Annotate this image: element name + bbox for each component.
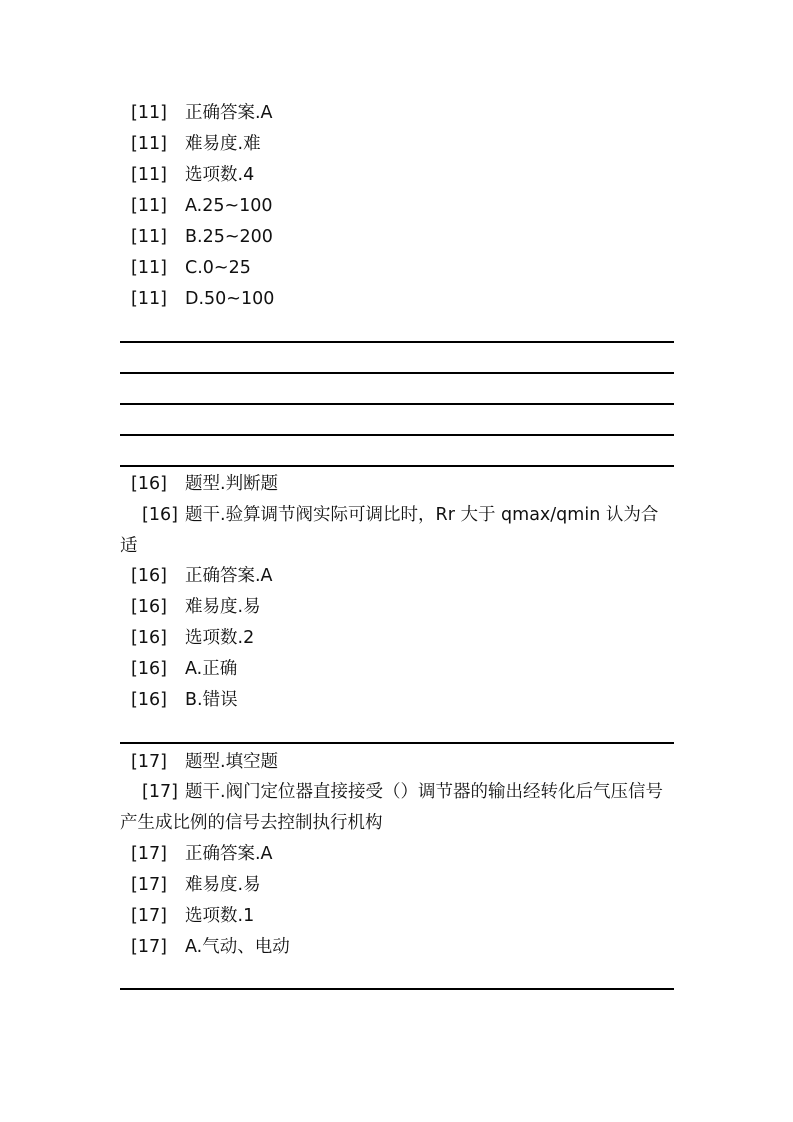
separator-rule [120,465,674,467]
q16-option-b-line [131,689,238,711]
q17-number: [17] [142,782,178,802]
separator-rule [120,988,674,990]
q11-option-d-line [131,288,274,310]
q11-option-b: B.25~200 [185,227,273,247]
q16-option-count: 选项数.2 [185,628,255,648]
q17-option-count: 选项数.1 [185,906,255,926]
q11-number: [11] [131,258,167,278]
separator-rule [120,434,674,436]
q11-option-a-line [131,195,273,217]
q11-number: [11] [131,196,167,216]
q11-difficulty: 难易度.难 [185,134,261,154]
q16-difficulty: 难易度.易 [185,597,261,617]
q11-number: [11] [131,134,167,154]
q17-number: [17] [131,937,167,957]
separator-rule [120,403,674,405]
q17-number: [17] [131,875,167,895]
q11-option-d: D.50~100 [185,289,275,309]
q17-option-a: A.气动、电动 [185,937,290,957]
q16-answer-line [131,565,273,587]
q17-stem: 题干.阀门定位器直接接受（）调节器的输出经转化后气压信号产生成比例的信号去控制执行机构 [120,782,664,833]
q11-number: [11] [131,103,167,123]
q16-stem-line [120,500,665,561]
q11-answer: 正确答案.A [185,103,273,123]
q16-option-a: A.正确 [185,659,238,679]
q17-number: [17] [131,844,167,864]
q11-option-b-line [131,226,273,248]
q11-option-c-line [131,257,251,279]
q11-option-c: C.0~25 [185,258,251,278]
q16-number: [16] [131,628,167,648]
q17-number: [17] [131,906,167,926]
q11-difficulty-line [131,133,261,155]
q16-type: 题型.判断题 [185,474,279,494]
q11-number: [11] [131,227,167,247]
q17-type: 题型.填空题 [185,752,279,772]
q16-number: [16] [142,505,178,525]
q17-type-line [131,751,278,773]
q16-number: [16] [131,597,167,617]
q16-option-a-line [131,658,237,680]
q17-number: [17] [131,752,167,772]
q16-answer: 正确答案.A [185,566,273,586]
q17-difficulty: 难易度.易 [185,875,261,895]
q17-stem-line [120,777,665,838]
q16-option-count-line [131,627,254,649]
q16-number: [16] [131,474,167,494]
q11-option-count-line [131,164,254,186]
q11-number: [11] [131,289,167,309]
q17-option-count-line [131,905,254,927]
q16-difficulty-line [131,596,261,618]
q17-answer: 正确答案.A [185,844,273,864]
q16-number: [16] [131,659,167,679]
separator-rule [120,742,674,744]
q16-number: [16] [131,690,167,710]
separator-rule [120,372,674,374]
q11-option-a: A.25~100 [185,196,273,216]
q17-option-a-line [131,936,290,958]
q11-option-count: 选项数.4 [185,165,255,185]
q17-difficulty-line [131,874,261,896]
q16-number: [16] [131,566,167,586]
q16-option-b: B.错误 [185,690,238,710]
q16-type-line [131,473,278,495]
q16-stem: 题干.验算调节阀实际可调比时，Rr 大于 qmax/qmin 认为合适 [120,505,659,556]
separator-rule [120,341,674,343]
q11-answer-line [131,102,273,124]
q17-answer-line [131,843,273,865]
q11-number: [11] [131,165,167,185]
